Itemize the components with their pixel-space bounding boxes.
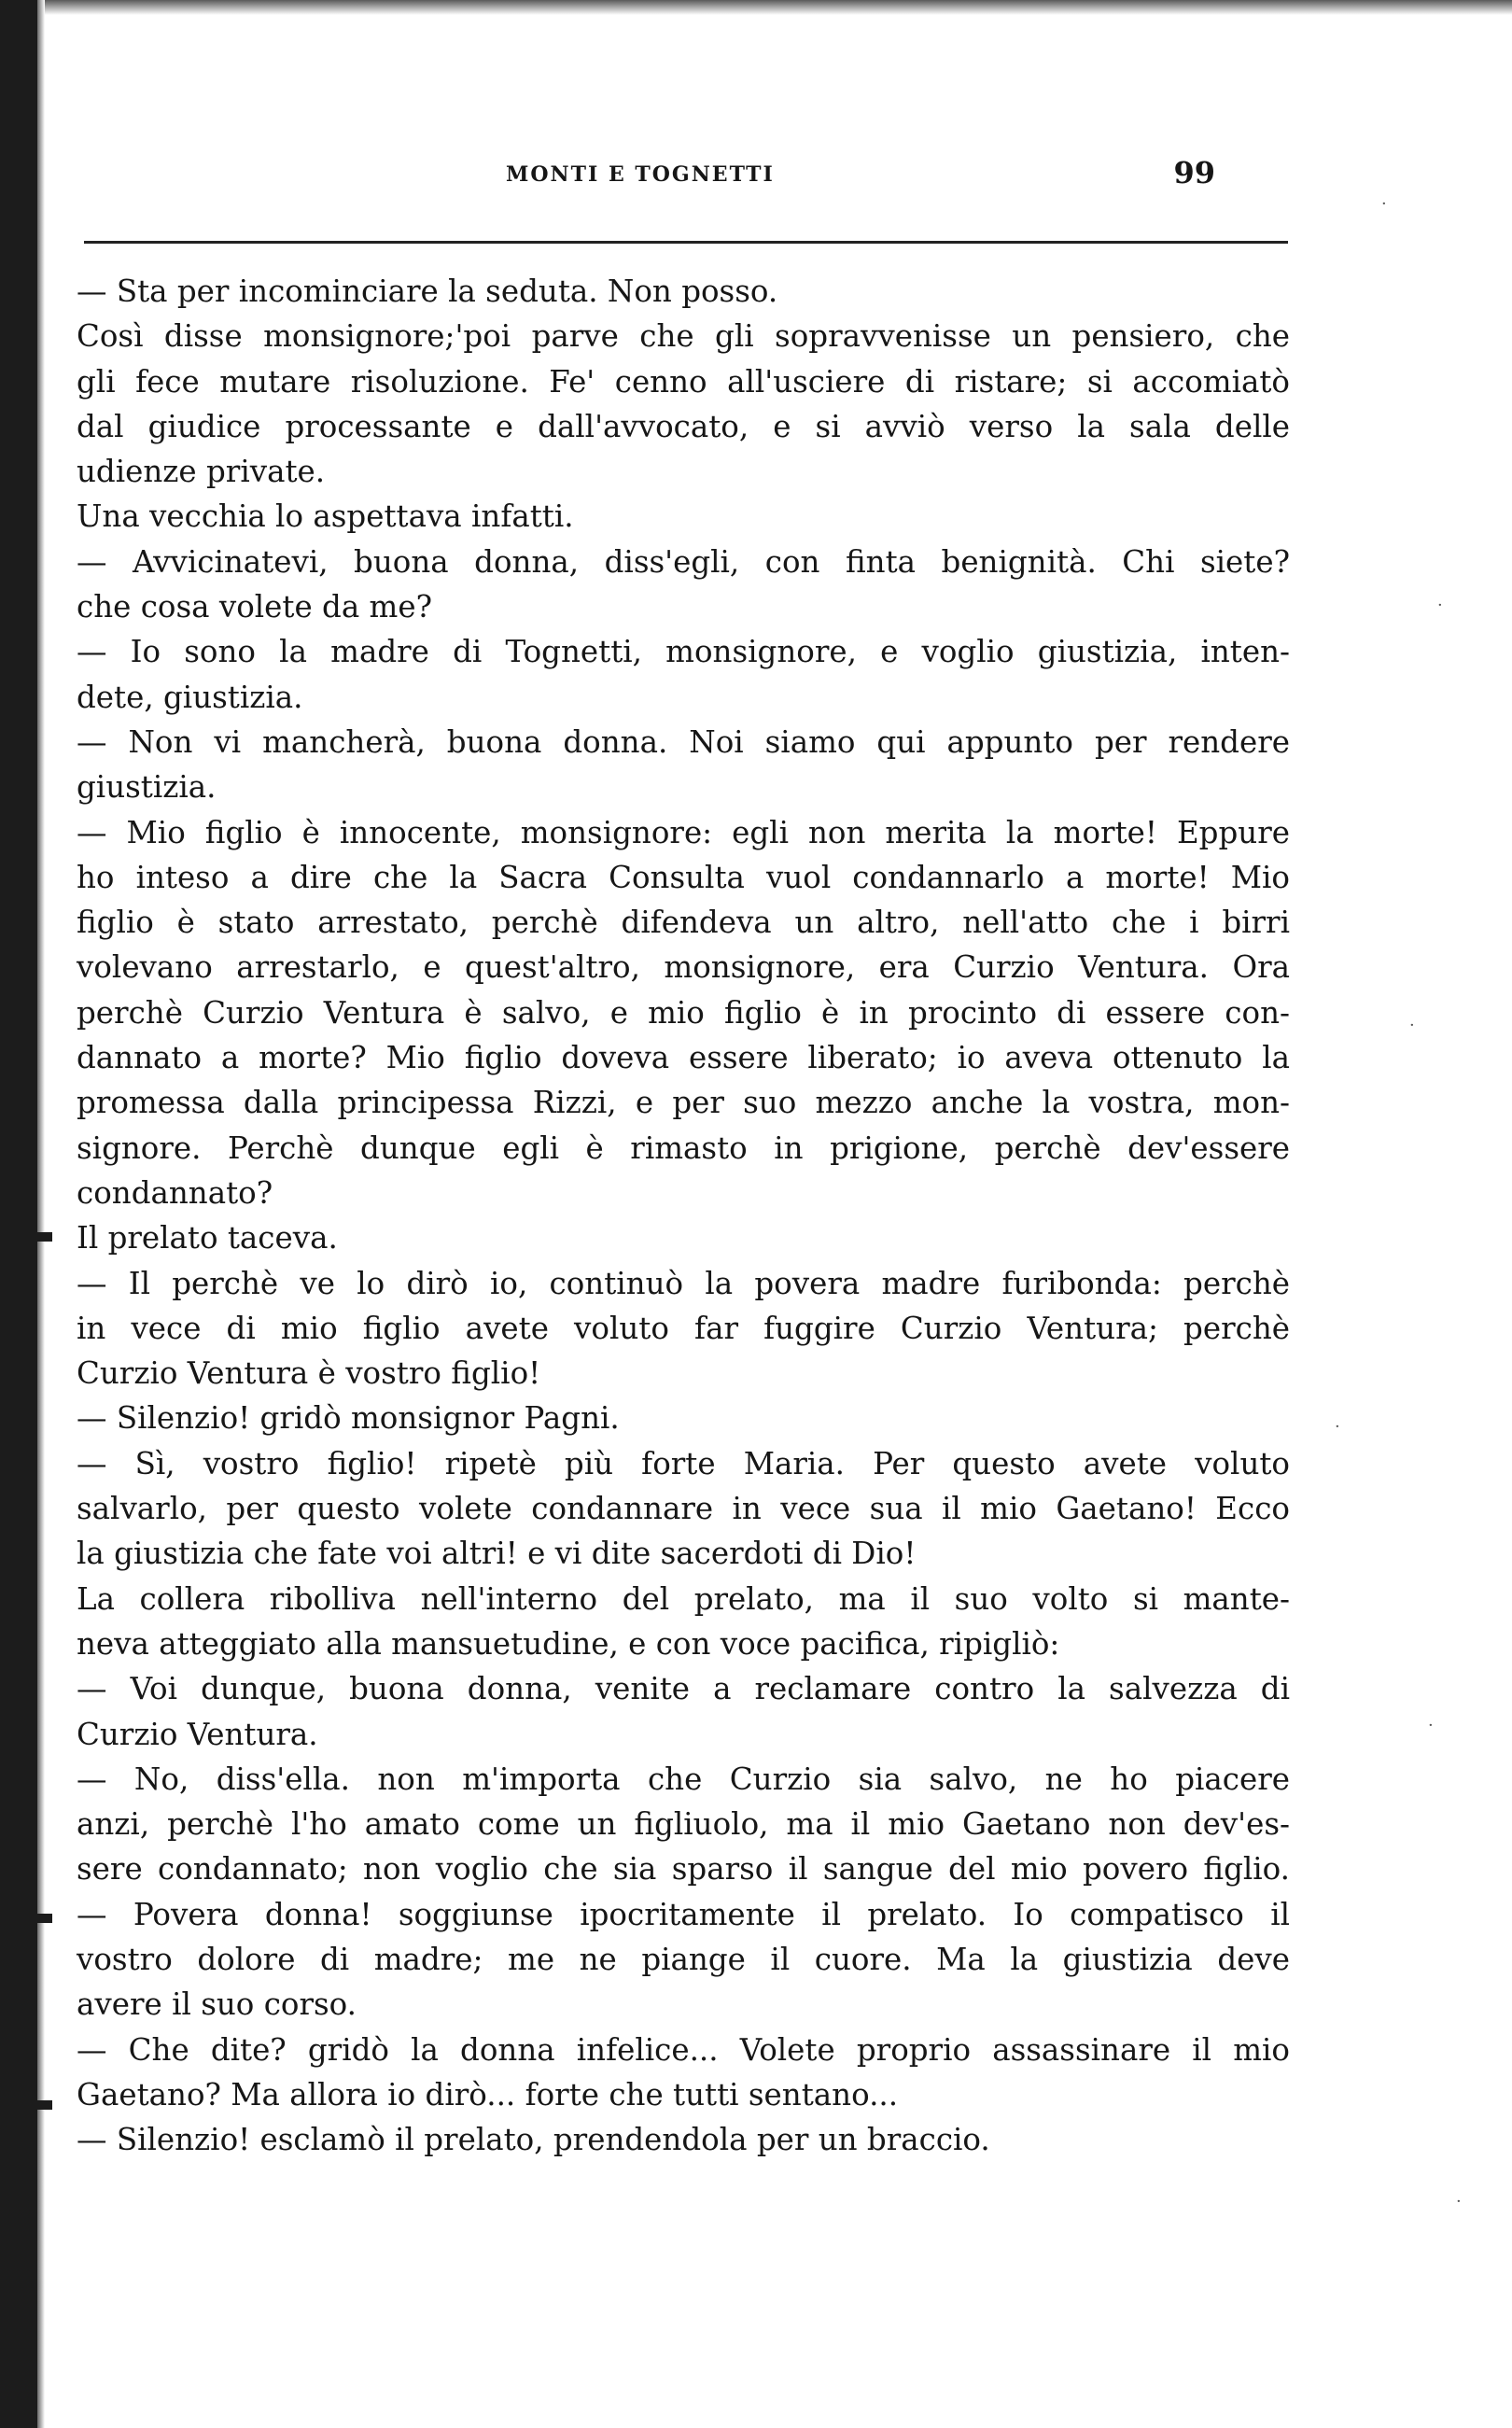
- text-line: — Non vi mancherà, buona donna. Noi siamo qui appunto per rendere: [77, 723, 1290, 760]
- scan-speck: ·: [1456, 2192, 1462, 2211]
- text-line: Curzio Ventura è vostro figlio!: [77, 1355, 541, 1392]
- header-rule: [84, 241, 1288, 244]
- text-line: dal giudice processante e dall'avvocato, e si avviò verso la sala delle: [77, 408, 1290, 444]
- text-line: Gaetano? Ma allora io dirò... forte che tutti sentano...: [77, 2076, 899, 2112]
- scan-binding-edge: [0, 0, 37, 2428]
- text-line: dannato a morte? Mio figlio doveva essere liberato; io aveva ottenuto la: [77, 1040, 1290, 1076]
- page-number: 99: [1173, 155, 1215, 190]
- scan-speck: ·: [1335, 1417, 1340, 1437]
- text-line: dete, giustizia.: [77, 679, 303, 715]
- scan-speck: ·: [1381, 194, 1387, 214]
- text-line: avere il suo corso.: [77, 1986, 357, 2023]
- scan-top-shadow: [0, 0, 1512, 15]
- text-line: perchè Curzio Ventura è salvo, e mio figlio è in procinto di essere con-: [77, 994, 1290, 1031]
- running-title: MONTI E TOGNETTI: [506, 162, 775, 187]
- book-page: [77, 140, 1290, 2158]
- text-line: figlio è stato arrestato, perchè difendeva un altro, nell'atto che i birri: [77, 905, 1290, 941]
- text-line: Curzio Ventura.: [77, 1716, 318, 1752]
- text-line: salvarlo, per questo volete condannare in vece sua il mio Gaetano! Ecco: [77, 1491, 1290, 1527]
- text-line: anzi, perchè l'ho amato come un figliuolo, ma il mio Gaetano non dev'es-: [77, 1806, 1290, 1843]
- scan-speck: ·: [1428, 1716, 1434, 1735]
- text-line: sere condannato; non voglio che sia sparso il sangue del mio povero figlio.: [77, 1851, 1290, 1888]
- body-text: [77, 269, 1290, 2162]
- text-line: condannato?: [77, 1174, 273, 1211]
- scan-speck: ·: [1437, 596, 1443, 615]
- text-line: volevano arrestarlo, e quest'altro, monsignore, era Curzio Ventura. Ora: [77, 949, 1290, 986]
- text-line: — Mio figlio è innocente, monsignore: egli non merita la morte! Eppure: [77, 814, 1290, 850]
- text-line: la giustizia che fate voi altri! e vi dite sacerdoti di Dio!: [77, 1536, 917, 1572]
- scan-binding-shadow: [37, 0, 45, 2428]
- binding-mark: [24, 1232, 52, 1242]
- text-line: — Avvicinatevi, buona donna, diss'egli, con finta benignità. Chi siete?: [77, 543, 1290, 580]
- text-line: che cosa volete da me?: [77, 589, 433, 625]
- text-line: — Sì, vostro figlio! ripetè più forte Maria. Per questo avete voluto: [77, 1445, 1290, 1481]
- text-line: signore. Perchè dunque egli è rimasto in prigione, perchè dev'essere: [77, 1130, 1290, 1166]
- text-line: — Povera donna! soggiunse ipocritamente il prelato. Io compatisco il: [77, 1896, 1290, 1932]
- binding-mark: [24, 2100, 52, 2110]
- text-line: — Silenzio! gridò monsignor Pagni.: [77, 1400, 620, 1437]
- text-line: — Sta per incominciare la seduta. Non posso.: [77, 274, 778, 309]
- text-line: ho inteso a dire che la Sacra Consulta vuol condannarlo a morte! Mio: [77, 859, 1290, 895]
- text-line: giustizia.: [77, 769, 217, 806]
- text-line: neva atteggiato alla mansuetudine, e con voce pacifica, ripigliò:: [77, 1625, 1060, 1662]
- text-line: — Io sono la madre di Tognetti, monsignore, e voglio giustizia, inten-: [77, 634, 1290, 670]
- binding-mark: [24, 1914, 52, 1923]
- text-line: udienze private.: [77, 454, 326, 490]
- text-line: gli fece mutare risoluzione. Fe' cenno all'usciere di ristare; si accomiatò: [77, 363, 1290, 400]
- text-line: La collera ribolliva nell'interno del prelato, ma il suo volto si mante-: [77, 1580, 1290, 1617]
- text-line: Una vecchia lo aspettava infatti.: [77, 498, 574, 535]
- scan-speck: ·: [1409, 1016, 1415, 1035]
- text-line: promessa dalla principessa Rizzi, e per suo mezzo anche la vostra, mon-: [77, 1085, 1290, 1121]
- text-line: — Voi dunque, buona donna, venite a reclamare contro la salvezza di: [77, 1671, 1290, 1707]
- text-line: — Il perchè ve lo dirò io, continuò la povera madre furibonda: perchè: [77, 1265, 1290, 1301]
- text-line: — Silenzio! esclamò il prelato, prendendola per un braccio.: [77, 2122, 990, 2158]
- text-line: in vece di mio figlio avete voluto far fuggire Curzio Ventura; perchè: [77, 1310, 1290, 1346]
- text-line: — No, diss'ella. non m'importa che Curzio sia salvo, ne ho piacere: [77, 1761, 1290, 1797]
- text-line: Così disse monsignore;'poi parve che gli sopravvenisse un pensiero, che: [77, 318, 1290, 355]
- text-line: vostro dolore di madre; me ne piange il cuore. Ma la giustizia deve: [77, 1941, 1290, 1977]
- text-line: Il prelato taceva.: [77, 1220, 338, 1256]
- text-line: — Che dite? gridò la donna infelice... Volete proprio assassinare il mio: [77, 2031, 1290, 2068]
- running-head: [77, 140, 1290, 196]
